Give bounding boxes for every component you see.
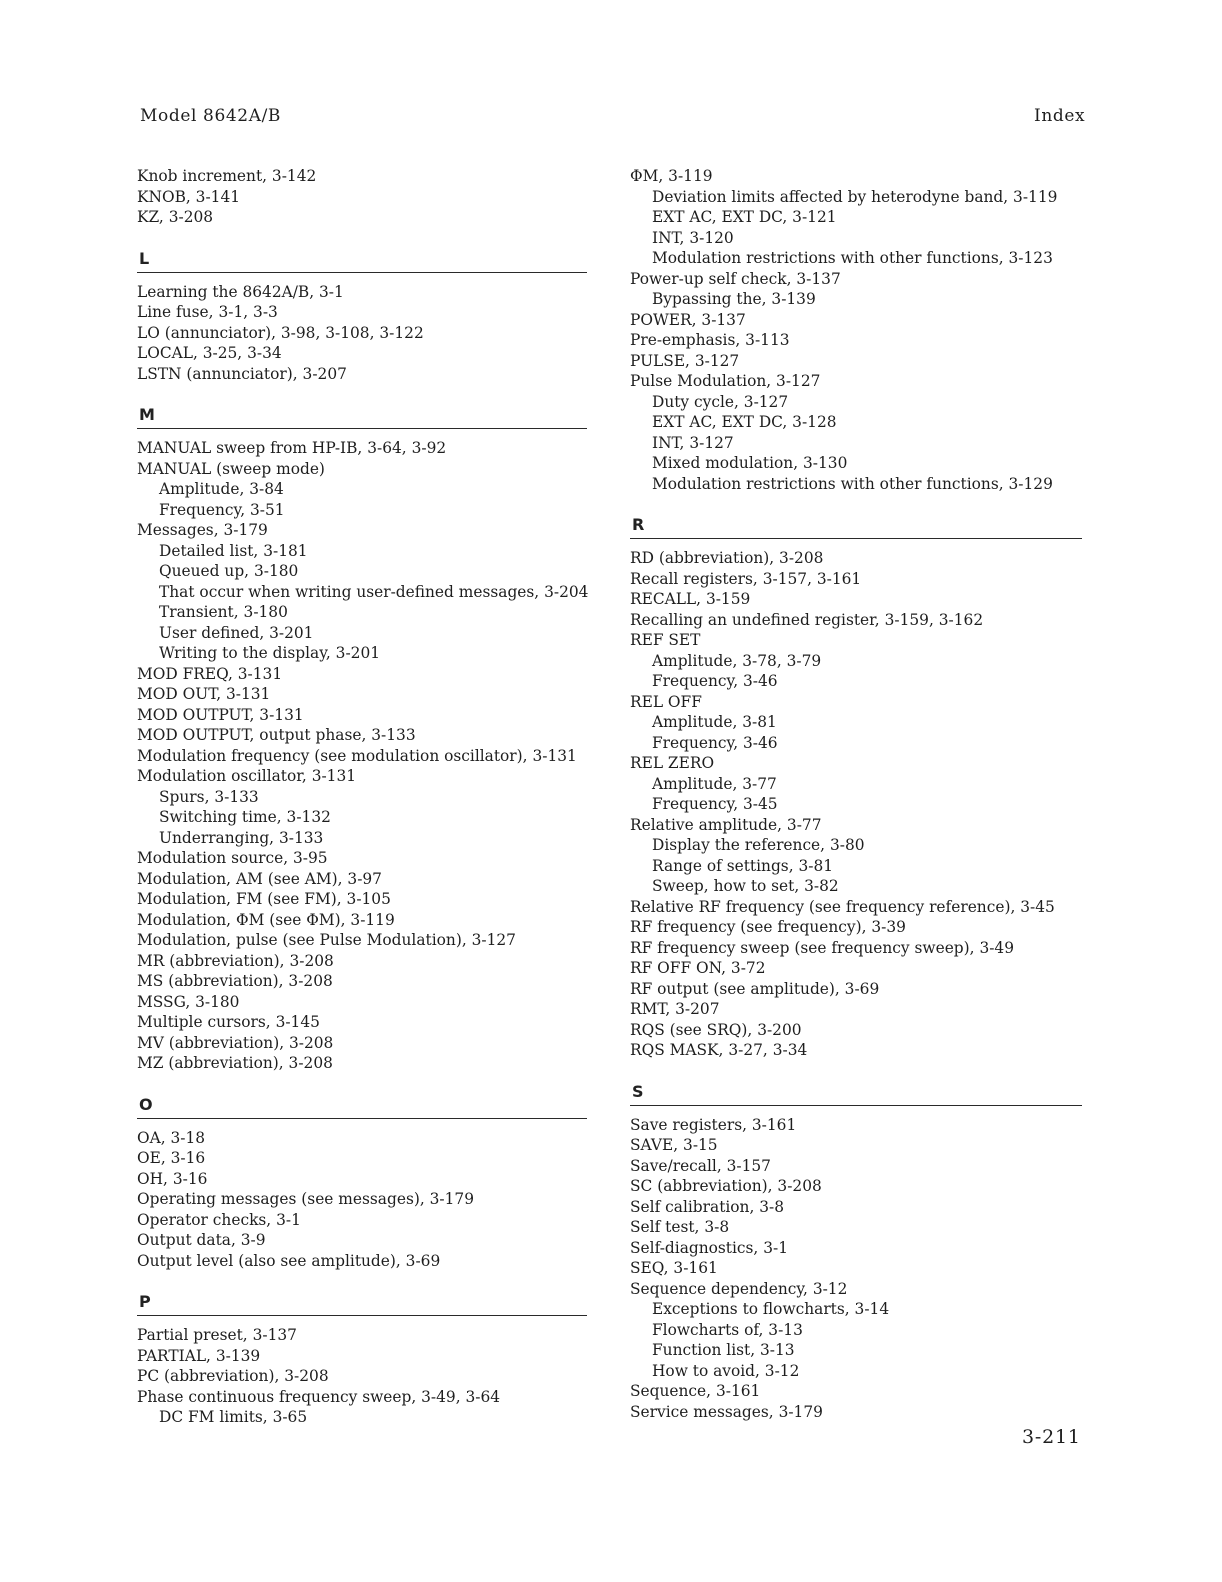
index-entry: RF OFF ON, 3-72 [630,959,766,977]
index-column-right [630,166,1082,1422]
index-entry: Pulse Modulation, 3-127 [630,372,821,390]
index-subentry: Frequency, 3-45 [652,795,778,813]
index-entry: ΦM, 3-119 [630,167,713,185]
index-subentry: Flowcharts of, 3-13 [652,1320,803,1339]
index-subentry: Amplitude, 3-84 [159,480,284,498]
index-subentry: Display the reference, 3-80 [652,836,865,854]
index-entry: REL ZERO [630,754,715,772]
index-subentry: That occur when writing user-defined messages, 3-204 [159,582,589,601]
index-entry: MSSG, 3-180 [137,992,240,1011]
index-entry: Self-diagnostics, 3-1 [630,1238,788,1257]
index-entry: Line fuse, 3-1, 3-3 [137,303,278,321]
index-entry: REL OFF [630,692,702,711]
section-letter: S [632,1081,644,1101]
index-subentry: Transient, 3-180 [159,603,288,621]
index-entry: PARTIAL, 3-139 [137,1346,261,1365]
index-subentry: Frequency, 3-46 [652,733,778,752]
index-subentry: Underranging, 3-133 [159,828,324,847]
index-entry: PULSE, 3-127 [630,351,740,370]
index-entry: MV (abbreviation), 3-208 [137,1033,334,1052]
index-entry: RD (abbreviation), 3-208 [630,549,824,567]
index-entry: Recall registers, 3-157, 3-161 [630,569,862,588]
index-entry: MR (abbreviation), 3-208 [137,951,334,970]
index-entry: Multiple cursors, 3-145 [137,1013,320,1031]
index-entry: Modulation frequency (see modulation oscillator), 3-131 [137,746,577,765]
index-entry: Relative RF frequency (see frequency reference), 3-45 [630,897,1055,916]
section-heading [137,1086,587,1119]
index-subentry: INT, 3-120 [652,228,734,247]
index-entry: MOD OUTPUT, output phase, 3-133 [137,726,416,744]
section-heading [630,506,1082,539]
section-letter: R [632,515,645,534]
index-entry: MOD OUT, 3-131 [137,685,271,703]
index-subentry: Deviation limits affected by heterodyne band, 3-119 [652,187,1058,206]
index-subentry: Amplitude, 3-78, 3-79 [652,651,822,670]
index-entry: Partial preset, 3-137 [137,1326,297,1344]
index-subentry: Range of settings, 3-81 [652,856,834,875]
index-subentry: Modulation restrictions with other functions, 3-123 [652,249,1053,267]
index-entry: MANUAL sweep from HP-IB, 3-64, 3-92 [137,439,447,457]
section-letter: M [139,405,155,424]
index-entry: OH, 3-16 [137,1169,208,1188]
index-subentry: Exceptions to flowcharts, 3-14 [652,1300,890,1318]
section-letter: L [139,248,150,268]
index-subentry: Spurs, 3-133 [159,787,259,806]
index-entry: Save registers, 3-161 [630,1115,797,1134]
index-subentry: DC FM limits, 3-65 [159,1408,308,1426]
index-subentry: User defined, 3-201 [159,623,314,642]
index-subentry: Writing to the display, 3-201 [159,644,381,662]
index-subentry: EXT AC, EXT DC, 3-128 [652,413,837,431]
index-entry: Output data, 3-9 [137,1231,266,1249]
index-entry: KNOB, 3-141 [137,187,241,206]
section-heading [137,240,587,273]
index-entry: RECALL, 3-159 [630,590,751,608]
index-entry: Modulation, AM (see AM), 3-97 [137,869,382,888]
index-subentry: Modulation restrictions with other functions, 3-129 [652,474,1053,493]
header-model: Model 8642A/B [140,106,281,126]
index-subentry: Mixed modulation, 3-130 [652,454,848,472]
index-subentry: Bypassing the, 3-139 [652,290,816,308]
index-entry: OE, 3-16 [137,1149,206,1167]
index-entry: Relative amplitude, 3-77 [630,815,822,834]
index-entry: MZ (abbreviation), 3-208 [137,1054,333,1072]
index-entry: Sequence dependency, 3-12 [630,1279,848,1298]
index-entry: SEQ, 3-161 [630,1259,718,1277]
index-entry: Phase continuous frequency sweep, 3-49, 3-64 [137,1387,501,1406]
index-entry: MS (abbreviation), 3-208 [137,972,333,990]
index-subentry: Sweep, how to set, 3-82 [652,877,839,895]
index-entry: OA, 3-18 [137,1128,206,1147]
section-letter: O [139,1094,153,1114]
index-entry: Messages, 3-179 [137,521,268,539]
index-subentry: Amplitude, 3-77 [652,774,777,793]
index-entry: Modulation, pulse (see Pulse Modulation), 3-127 [137,931,516,949]
index-entry: RF output (see amplitude), 3-69 [630,979,880,998]
index-entry: POWER, 3-137 [630,310,746,329]
index-subentry: INT, 3-127 [652,433,734,452]
index-column-left [137,166,587,1428]
index-entry: PC (abbreviation), 3-208 [137,1367,329,1385]
index-entry: KZ, 3-208 [137,208,214,226]
section-heading [137,1283,587,1316]
index-entry: Learning the 8642A/B, 3-1 [137,282,344,301]
index-entry: Recalling an undefined register, 3-159, 3-162 [630,610,984,629]
section-heading [137,396,587,429]
index-subentry: How to avoid, 3-12 [652,1361,800,1380]
header-section: Index [1034,106,1086,126]
index-entry: RF frequency sweep (see frequency sweep), 3-49 [630,938,1015,957]
index-subentry: EXT AC, EXT DC, 3-121 [652,208,837,226]
index-entry: LSTN (annunciator), 3-207 [137,364,347,383]
index-subentry: Switching time, 3-132 [159,808,331,826]
index-entry: Modulation source, 3-95 [137,849,328,867]
index-subentry: Queued up, 3-180 [159,562,299,580]
index-entry: RF frequency (see frequency), 3-39 [630,918,906,936]
index-entry: LOCAL, 3-25, 3-34 [137,344,282,362]
index-subentry: Frequency, 3-46 [652,672,778,690]
index-entry: Self test, 3-8 [630,1218,730,1236]
index-subentry: Function list, 3-13 [652,1341,795,1359]
index-entry: LO (annunciator), 3-98, 3-108, 3-122 [137,323,424,342]
index-entry: REF SET [630,631,701,649]
index-entry: SAVE, 3-15 [630,1136,718,1154]
index-entry: Save/recall, 3-157 [630,1156,771,1175]
index-entry: Power-up self check, 3-137 [630,269,841,288]
index-entry: Operator checks, 3-1 [137,1210,301,1229]
index-entry: MANUAL (sweep mode) [137,459,325,478]
section-heading [630,1073,1082,1106]
index-entry: RQS MASK, 3-27, 3-34 [630,1041,808,1059]
index-subentry: Duty cycle, 3-127 [652,392,789,411]
index-entry: RMT, 3-207 [630,1000,720,1018]
index-subentry: Detailed list, 3-181 [159,541,308,560]
page-number: 3-211 [1022,1426,1081,1448]
index-entry: Sequence, 3-161 [630,1382,761,1400]
index-entry: Modulation oscillator, 3-131 [137,767,357,785]
index-entry: RQS (see SRQ), 3-200 [630,1020,802,1039]
index-entry: Output level (also see amplitude), 3-69 [137,1251,441,1270]
section-letter: P [139,1292,151,1311]
index-entry: Operating messages (see messages), 3-179 [137,1190,475,1208]
index-entry: MOD OUTPUT, 3-131 [137,705,304,724]
index-entry: Self calibration, 3-8 [630,1197,785,1216]
index-entry: Modulation, FM (see FM), 3-105 [137,890,391,908]
index-entry: Knob increment, 3-142 [137,167,317,185]
index-entry: Modulation, ΦM (see ΦM), 3-119 [137,910,395,929]
index-subentry: Amplitude, 3-81 [652,713,777,731]
index-entry: SC (abbreviation), 3-208 [630,1177,822,1195]
index-entry: MOD FREQ, 3-131 [137,664,283,683]
index-subentry: Frequency, 3-51 [159,500,285,519]
index-entry: Service messages, 3-179 [630,1402,823,1421]
index-entry: Pre-emphasis, 3-113 [630,331,790,349]
